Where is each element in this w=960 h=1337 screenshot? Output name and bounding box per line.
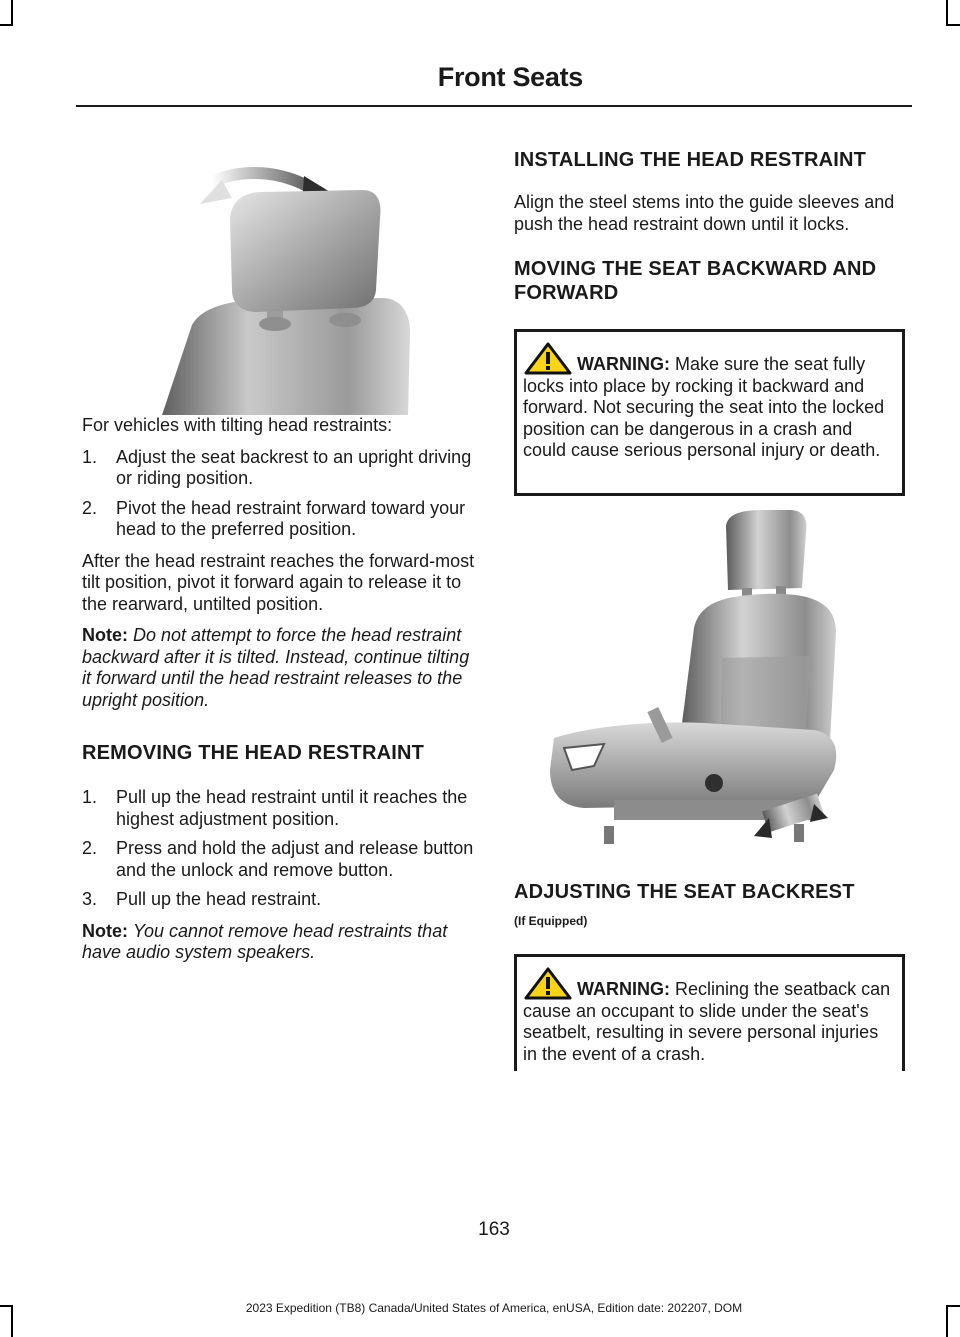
note-speakers: Note: You cannot remove head restraints that have audio system speakers.	[82, 920, 448, 962]
tilt-intro: For vehicles with tilting head restraints:	[82, 415, 393, 435]
page-number: 163	[478, 1219, 510, 1240]
backrest-subheading: (If Equipped)	[514, 914, 588, 928]
right-column	[514, 140, 908, 1071]
crop-mark	[946, 0, 948, 26]
head-restraint-tilt-illustration	[82, 140, 476, 415]
moving-heading: MOVING THE SEAT BACKWARD AND FORWARD	[514, 258, 877, 304]
removing-heading: REMOVING THE HEAD RESTRAINT	[82, 742, 425, 764]
tilt-steps	[82, 447, 476, 541]
crop-mark	[11, 0, 13, 26]
header-divider	[76, 105, 912, 107]
list-item: 2. Press and hold the adjust and release button and the unlock and remove button.	[82, 838, 474, 880]
seat-fore-aft-illustration	[514, 508, 908, 848]
crop-mark	[946, 24, 960, 26]
warning-triangle-icon	[523, 967, 573, 1000]
left-column	[82, 140, 476, 974]
list-item: 1. Adjust the seat backrest to an upright driving or riding position.	[82, 446, 472, 488]
warning-seat-lock: WARNING: Make sure the seat fully locks into place by rocking it backward and forward. Not securing the seat into the locked position can be dangerous in a crash and could cause serious personal injury or death.	[514, 329, 905, 496]
list-item: 2. Pivot the head restraint forward toward your head to the preferred position.	[82, 497, 466, 539]
warning-triangle-icon	[523, 342, 573, 375]
installing-text: Align the steel stems into the guide sleeves and push the head restraint down until it locks.	[514, 192, 895, 234]
warning-recline: WARNING: Reclining the seatback can cause an occupant to slide under the seat's seatbelt, resulting in severe personal injuries in the event of a crash.	[514, 954, 905, 1071]
backrest-heading: ADJUSTING THE SEAT BACKREST	[514, 881, 855, 903]
list-item: 3. Pull up the head restraint.	[82, 889, 322, 909]
page-title: Front Seats	[437, 62, 583, 92]
list-item: 1. Pull up the head restraint until it reaches the highest adjustment position.	[82, 787, 468, 829]
remove-steps	[82, 787, 476, 911]
note-tilt: Note: Do not attempt to force the head restraint backward after it is tilted. Instead, continue tilting it forward until the head restraint releases to the upright position.	[82, 625, 470, 710]
power-seat-image	[514, 508, 908, 848]
crop-mark	[0, 24, 13, 26]
head-restraint-image	[82, 140, 476, 415]
footer-edition: 2023 Expedition (TB8) Canada/United States of America, enUSA, Edition date: 202207, DOM	[245, 1301, 743, 1315]
after-tilt-text: After the head restraint reaches the forward-most tilt position, pivot it forward again to release it to the rearward, untilted position.	[82, 550, 475, 614]
installing-heading: INSTALLING THE HEAD RESTRAINT	[514, 149, 867, 171]
